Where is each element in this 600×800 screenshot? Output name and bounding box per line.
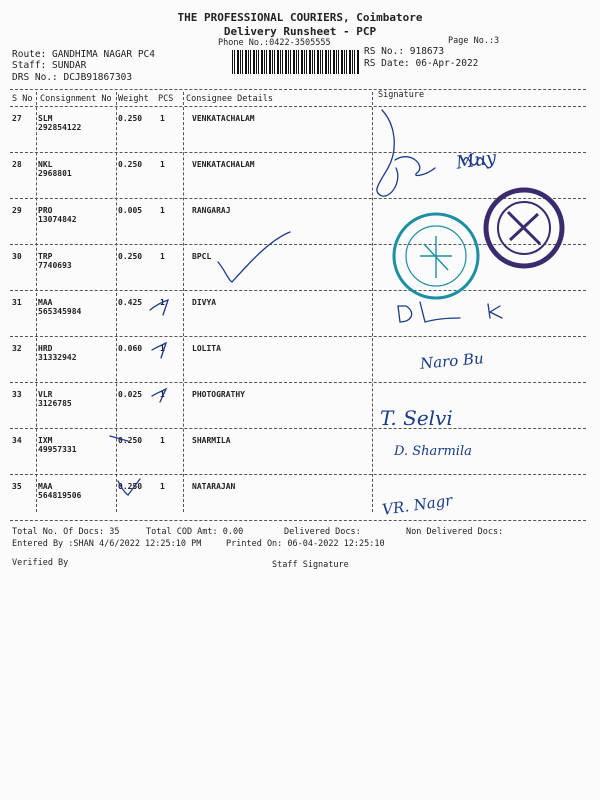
row-consignment: TRP 7740693 [38,252,72,270]
col-pcs: PCS [158,94,174,104]
purple-stamp [486,190,562,266]
signature-stroke [377,110,398,196]
row-weight: 0.250 [118,482,143,491]
row-pcs: 1 [160,482,165,491]
row-consignment: IXM 49957331 [38,436,77,454]
signature-row-35: VR. Nagr [381,491,454,519]
col-consignee: Consignee Details [186,94,273,104]
signature-row-34a: T. Selvi [380,406,453,430]
row-consignment: MAA 564819506 [38,482,82,500]
row-consignment: NKL 2968801 [38,160,72,178]
row-pcs: 1 [160,206,165,215]
row-sno: 31 [12,298,22,307]
verified-by: Verified By [12,558,69,568]
col-sno: S No [12,94,33,104]
printed-on: Printed On: 06-04-2022 12:25:10 [226,539,385,549]
total-cod: Total COD Amt: 0.00 [146,527,244,537]
row-weight: 0.250 [118,114,143,123]
check-mark [152,389,166,402]
row-sno: 27 [12,114,22,123]
row-sno: 33 [12,390,22,399]
signature-stroke [420,302,460,322]
row-consignee: SHARMILA [192,436,231,445]
row-pcs: 1 [160,114,165,123]
row-consignment: MAA 565345984 [38,298,82,316]
staff-label: Staff: SUNDAR [12,60,87,71]
check-mark [150,300,168,315]
signature-row-32: Naro Bu [419,349,485,373]
row-consignee: PHOTOGRATHY [192,390,245,399]
rs-number: RS No.: 918673 [364,46,445,57]
check-mark [110,436,128,441]
signature-row-28: Muy [454,147,498,174]
phone-number: Phone No.:0422-3505555 [218,38,331,48]
row-sno: 28 [12,160,22,169]
row-consignee: VENKATACHALAM [192,114,255,123]
row-consignment: SLM 292854122 [38,114,82,132]
row-weight: 0.005 [118,206,143,215]
page-number: Page No.:3 [448,36,500,46]
row-weight: 0.425 [118,298,143,307]
drs-number: DRS No.: DCJB91867303 [12,72,133,83]
row-consignment: VLR 3126785 [38,390,72,408]
staff-signature: Staff Signature [272,560,349,570]
row-consignee: BPCL [192,252,212,261]
rs-date: RS Date: 06-Apr-2022 [364,58,479,69]
row-weight: 0.250 [118,436,143,445]
non-delivered-docs: Non Delivered Docs: [406,527,504,537]
row-weight: 0.060 [118,344,143,353]
row-pcs: 1 [160,298,165,307]
sheet-title: Delivery Runsheet - PCP [223,25,377,38]
row-pcs: 1 [160,436,165,445]
teal-stamp [394,214,478,298]
row-consignee: VENKATACHALAM [192,160,255,169]
row-pcs: 1 [160,252,165,261]
row-sno: 34 [12,436,22,445]
col-signature: Signature [378,90,425,100]
col-consignment: Consignment No [40,94,112,104]
row-sno: 35 [12,482,22,491]
row-sno: 30 [12,252,22,261]
row-consignee: DIVYA [192,298,217,307]
row-consignee: LOLITA [192,344,221,353]
route-label: Route: GANDHIMA NAGAR PC4 [12,49,155,60]
signature-stroke [395,157,435,176]
col-weight: Weight [118,94,149,104]
row-consignment: HRD 31332942 [38,344,77,362]
row-sno: 32 [12,344,22,353]
row-weight: 0.250 [118,160,143,169]
row-pcs: 1 [160,160,165,169]
entered-by: Entered By :SHAN 4/6/2022 12:25:10 PM [12,539,202,549]
total-docs: Total No. Of Docs: 35 [12,527,120,537]
check-mark [118,479,143,495]
check-mark [152,343,166,358]
signature-row-34b: D. Sharmila [394,444,472,459]
row-weight: 0.250 [118,252,143,261]
signature-stroke [398,306,412,322]
row-pcs: 1 [160,344,165,353]
row-sno: 29 [12,206,22,215]
row-consignee: RANGARAJ [192,206,231,215]
row-pcs: 1 [160,390,165,399]
row-consignment: PRO 13074842 [38,206,77,224]
row-weight: 0.025 [118,390,143,399]
check-mark [218,232,290,282]
row-consignee: NATARAJAN [192,482,236,491]
delivered-docs: Delivered Docs: [284,527,361,537]
company-title: THE PROFESSIONAL COURIERS, Coimbatore [177,11,423,24]
